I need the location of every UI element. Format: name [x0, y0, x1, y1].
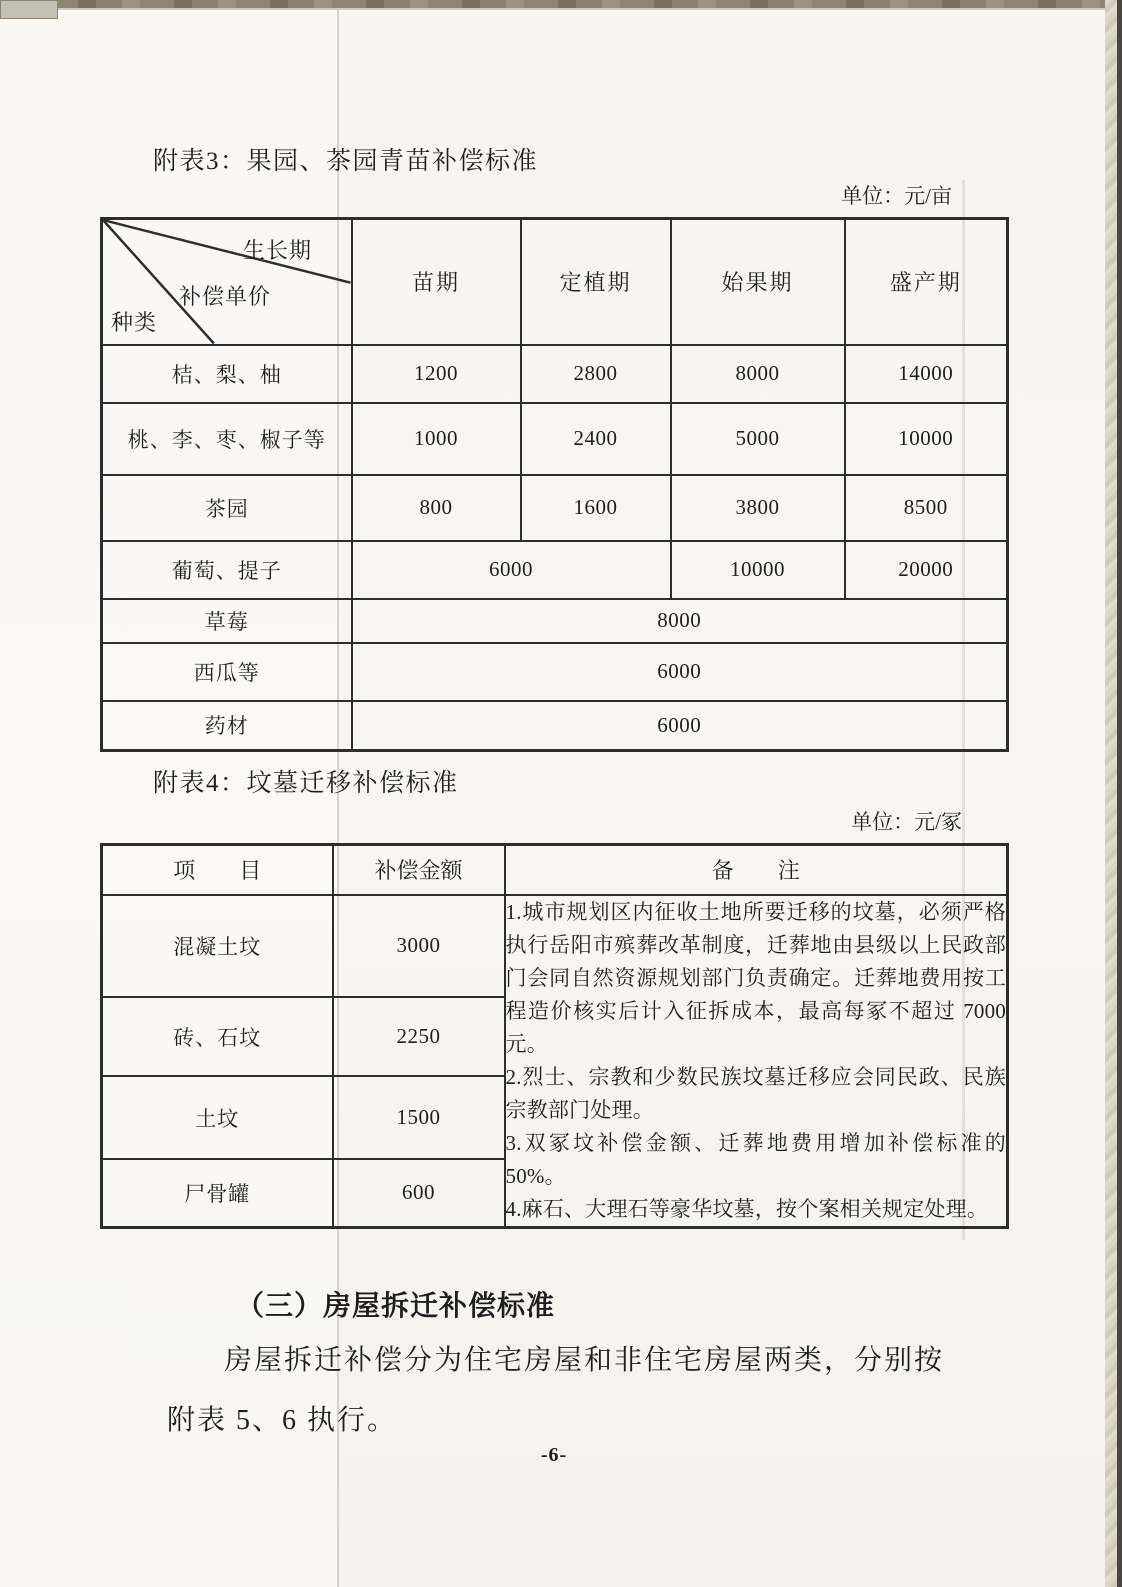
table-row [102, 701, 1008, 751]
corner-growth-period-label: 生长期 [243, 238, 313, 263]
value-cell-merged: 6000 [352, 643, 1008, 701]
remarks-cell [505, 895, 1008, 1228]
section-heading: （三）房屋拆迁补偿标准 [236, 1290, 556, 1321]
table4-title: 附表4：坟墓迁移补偿标准 [153, 770, 459, 797]
column-header-amount: 补偿金额 [333, 845, 505, 895]
table-row [102, 599, 1008, 643]
table-row [102, 345, 1008, 403]
amount-cell: 600 [333, 1159, 505, 1227]
value-cell: 2400 [521, 403, 671, 475]
row-label: 葡萄、提子 [102, 541, 352, 599]
row-label: 西瓜等 [102, 643, 352, 701]
scan-corner-top-left [0, 0, 58, 19]
value-cell: 10000 [845, 403, 1008, 475]
page-number: -6- [540, 1444, 568, 1466]
amount-cell: 2250 [333, 997, 505, 1076]
table-row [102, 895, 1008, 997]
value-cell: 1200 [352, 345, 521, 403]
amount-cell: 1500 [333, 1076, 505, 1159]
row-label: 药材 [102, 701, 352, 751]
table3-title: 附表3：果园、茶园青苗补偿标准 [153, 148, 539, 175]
remark-item-4: 4.麻石、大理石等豪华坟墓，按个案相关规定处理。 [505, 1196, 989, 1221]
value-cell: 20000 [845, 541, 1008, 599]
table-header-row [102, 219, 1008, 345]
paragraph-line-2: 附表 5、6 执行。 [167, 1405, 398, 1436]
row-label: 尸骨罐 [102, 1159, 333, 1227]
remark-item-2: 2.烈士、宗教和少数民族坟墓迁移应会同民政、民族宗教部门处理。 [505, 1064, 1006, 1122]
orchard-tea-seedling-compensation-table [100, 217, 1009, 752]
row-label: 桔、梨、柚 [102, 345, 352, 403]
value-cell: 3800 [671, 475, 845, 541]
column-header-seedling-stage: 苗期 [352, 219, 521, 345]
row-label: 砖、石坟 [102, 997, 333, 1076]
table-header-row [102, 845, 1008, 895]
value-cell: 1000 [352, 403, 521, 475]
value-cell-merged: 6000 [352, 541, 671, 599]
value-cell: 8000 [671, 345, 845, 403]
row-label: 茶园 [102, 475, 352, 541]
grave-relocation-compensation-table [100, 843, 1009, 1229]
corner-category-label: 种类 [111, 310, 158, 335]
table-row [102, 403, 1008, 475]
amount-cell: 3000 [333, 895, 505, 997]
table4-unit-label: 单位：元/冢 [851, 810, 962, 834]
row-label: 桃、李、枣、椒子等 [102, 403, 352, 475]
paragraph-line-1: 房屋拆迁补偿分为住宅房屋和非住宅房屋两类，分别按 [224, 1345, 945, 1376]
column-header-item: 项 目 [102, 845, 333, 895]
row-label: 混凝土坟 [102, 895, 333, 997]
table3-unit-label: 单位：元/亩 [841, 184, 952, 208]
table-row [102, 541, 1008, 599]
value-cell: 1600 [521, 475, 671, 541]
row-label: 草莓 [102, 599, 352, 643]
remark-item-1: 1.城市规划区内征收土地所要迁移的坟墓，必须严格执行岳阳市殡葬改革制度，迁葬地由县级以上民政部门会同自然资源规划部门负责确定。迁葬地费用按工程造价核实后计入征拆成本，最高每冢不超过 7000 元。 [505, 899, 1006, 1056]
scan-edge-top [0, 0, 1122, 10]
scan-edge-right [1105, 0, 1122, 1587]
value-cell-merged: 6000 [352, 701, 1008, 751]
value-cell: 2800 [521, 345, 671, 403]
diagonal-header-cell [102, 219, 352, 345]
column-header-peak-stage: 盛产期 [845, 219, 1008, 345]
value-cell: 8500 [845, 475, 1008, 541]
row-label: 土坟 [102, 1076, 333, 1159]
table-row [102, 475, 1008, 541]
value-cell: 5000 [671, 403, 845, 475]
table-row [102, 643, 1008, 701]
column-header-first-fruit-stage: 始果期 [671, 219, 845, 345]
column-header-planting-stage: 定植期 [521, 219, 671, 345]
value-cell: 800 [352, 475, 521, 541]
value-cell: 14000 [845, 345, 1008, 403]
column-header-remarks: 备 注 [505, 845, 1008, 895]
remark-item-3: 3.双冢坟补偿金额、迁葬地费用增加补偿标准的 50%。 [505, 1130, 1006, 1188]
corner-unit-price-label: 补偿单价 [179, 284, 272, 309]
value-cell: 10000 [671, 541, 845, 599]
value-cell-merged: 8000 [352, 599, 1008, 643]
